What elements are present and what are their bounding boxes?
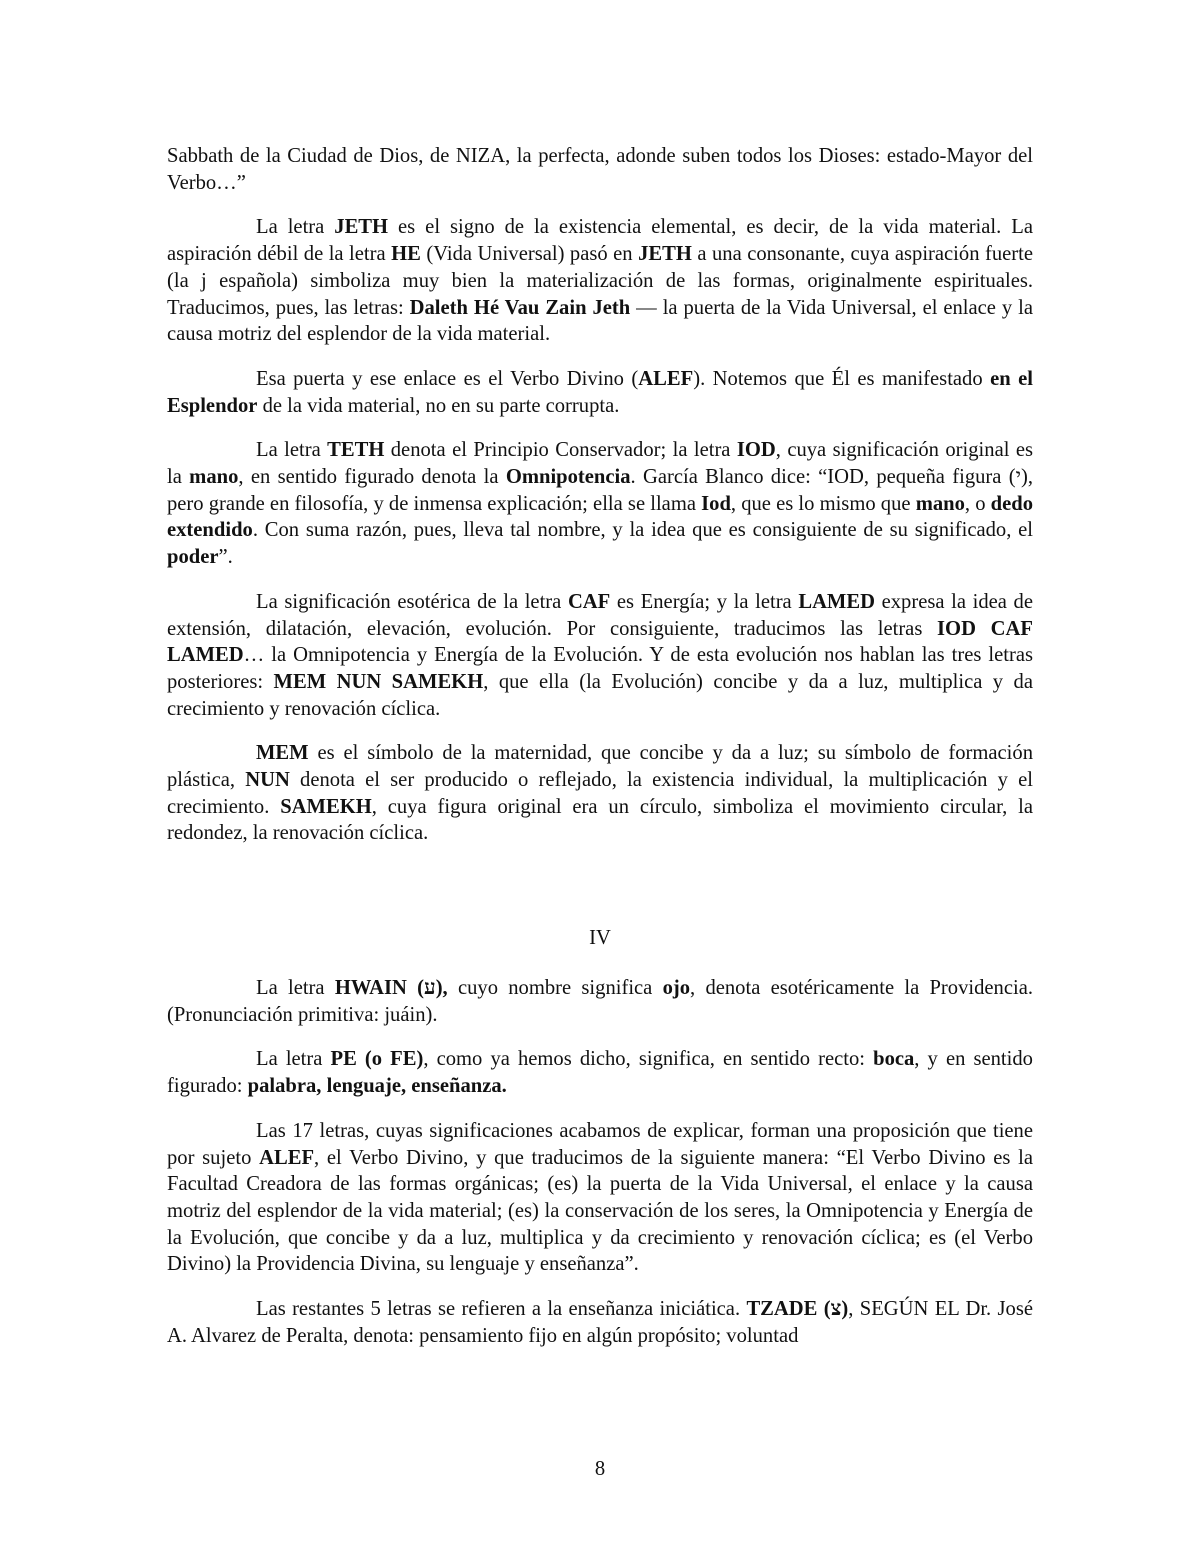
text-run: — la puerta de la Vida Universal, el enlace y la causa motriz del esplendor de la vida material. [167, 296, 1033, 346]
paragraph [167, 214, 1033, 348]
body-text-bottom [167, 975, 1033, 1367]
bold-term: ojo [662, 977, 691, 999]
text-run: La letra [256, 216, 335, 239]
text-run: denota el ser producido o reflejado, la existencia individual, la multiplicación y el crecimiento. [167, 769, 1033, 818]
bold-term: dedo extendido [167, 492, 1033, 542]
bold-term: JETH [638, 243, 692, 266]
text-run: , cuya figura original era un círculo, simboliza el movimiento circular, la redondez, la renovación cíclica. [167, 795, 1033, 845]
text-run: es el signo de la existencia elemental, es decir, de la vida material. La aspiración débil de la letra [167, 216, 1033, 266]
text-run: , el Verbo Divino, y que traducimos de la siguiente manera: “El Verbo Divino es la Facultad Creadora de las formas orgánicas; (es) la puerta de la Vida Universal, el enlace y la causa motriz del esplendor de la vida material; (es) la conservación de los seres, la Omnipotencia y Energía de la Evolución, que concibe y da a luz, multiplica y da crecimiento y renovación cíclica; es (el Verbo Divino) la Providencia Divina, su lenguaje y enseñanza”. [167, 1146, 1033, 1276]
text-run: , cuya significación original es la [167, 439, 1033, 489]
text-run: Esa puerta y ese enlace es el Verbo Divino ( [256, 367, 639, 390]
text-run: , que es lo mismo que [730, 492, 916, 515]
page-number: 8 [594, 1458, 606, 1480]
paragraph [167, 366, 1033, 419]
text-run: , que ella (la Evolución) concibe y da a luz, multiplica y da crecimiento y renovación cíclica. [167, 670, 1033, 720]
bold-term: IOD [736, 439, 776, 462]
text-run: ). Notemos que Él es manifestado [693, 367, 991, 390]
text-run: Las 17 letras, cuyas significaciones acabamos de explicar, forman una proposición que tiene por sujeto [167, 1119, 1033, 1169]
paragraph [167, 1046, 1033, 1099]
paragraph [167, 589, 1033, 723]
section-heading: IV [589, 927, 611, 949]
text-run: , en sentido figurado denota la [238, 466, 506, 489]
bold-term: PE (o FE) [330, 1048, 424, 1071]
paragraph [167, 1118, 1033, 1278]
text-run: , y en sentido figurado: [167, 1048, 1033, 1098]
bold-term: Iod [701, 492, 731, 515]
bold-term: TZADE (צ) [746, 1298, 849, 1321]
text-run: , o [964, 492, 991, 515]
text-run: , denota esotéricamente la Providencia. (Pronunciación primitiva: juáin). [167, 977, 1033, 1026]
body-text-top [167, 143, 1033, 865]
bold-term: mano [915, 492, 965, 515]
paragraph [167, 437, 1033, 571]
text-run: Las restantes 5 letras se refieren a la enseñanza iniciática. [256, 1298, 747, 1321]
bold-term: mano [189, 466, 239, 489]
bold-term: TETH [327, 439, 385, 462]
text-run: , SEGÚN EL Dr. José A. Alvarez de Peralta, denota: pensamiento fijo en algún propósito; voluntad [167, 1298, 1033, 1347]
text-run: . Con suma razón, pues, lleva tal nombre, y la idea que es consiguiente de su significado, el [252, 519, 1033, 542]
text-run: La letra [256, 977, 335, 999]
text-run: denota el Principio Conservador; la letra [384, 439, 737, 462]
bold-term: MEM [256, 742, 309, 765]
bold-term: palabra, lenguaje, enseñanza. [247, 1075, 507, 1098]
bold-term: CAF [567, 590, 611, 613]
bold-term: ALEF [638, 367, 694, 390]
bold-term: HE [391, 243, 421, 266]
text-run: cuyo nombre significa [447, 977, 663, 999]
bold-term: Daleth Hé Vau Zain Jeth [409, 296, 631, 319]
bold-term: SAMEKH [280, 795, 372, 818]
bold-term: boca [873, 1048, 915, 1071]
text-run: es Energía; y la letra [610, 590, 799, 613]
bold-term: poder [167, 546, 219, 569]
paragraph [167, 975, 1033, 1028]
text-run: La letra [256, 439, 328, 462]
text-run: es el símbolo de la maternidad, que concibe y da a luz; su símbolo de formación plástica, [167, 742, 1033, 792]
bold-term: Omnipotencia [505, 466, 631, 489]
text-run: expresa la idea de extensión, dilatación, elevación, evolución. Por consiguiente, traducimos las letras [167, 590, 1033, 640]
text-run: , como ya hemos dicho, significa, en sentido recto: [423, 1048, 874, 1071]
text-run: de la vida material, no en su parte corrupta. [257, 394, 620, 417]
bold-term: JETH [334, 216, 389, 239]
text-run: a una consonante, cuya aspiración fuerte (la j española) simboliza muy bien la materialización de las formas, originalmente espirituales. Traducimos, pues, las letras: [167, 243, 1033, 319]
bold-term: MEM NUN SAMEKH [273, 670, 484, 693]
text-run: La letra [256, 1048, 331, 1071]
bold-term: LAMED [798, 590, 875, 613]
text-run: … la Omnipotencia y Energía de la Evolución. Y de esta evolución nos hablan las tres letras posteriores: [167, 644, 1033, 693]
paragraph [167, 1296, 1033, 1349]
bold-term: IOD CAF LAMED [167, 617, 1033, 667]
paragraph [167, 143, 1033, 196]
text-run: La significación esotérica de la letra [256, 590, 568, 613]
text-run: . García Blanco dice: “IOD, pequeña figura (י), pero grande en filosofía, y de inmensa explicación; ella se llama [167, 466, 1033, 515]
text-run: (Vida Universal) pasó en [420, 243, 639, 266]
bold-term: en el Esplendor [167, 367, 1034, 417]
paragraph [167, 740, 1033, 847]
bold-term: NUN [245, 769, 290, 792]
text-run: Sabbath de la Ciudad de Dios, de NIZA, la perfecta, adonde suben todos los Dioses: estado-Mayor del Verbo…” [167, 145, 1033, 194]
bold-term: HWAIN (ע), [334, 977, 448, 999]
text-run: ”. [218, 546, 233, 569]
bold-term: ALEF [259, 1146, 315, 1169]
